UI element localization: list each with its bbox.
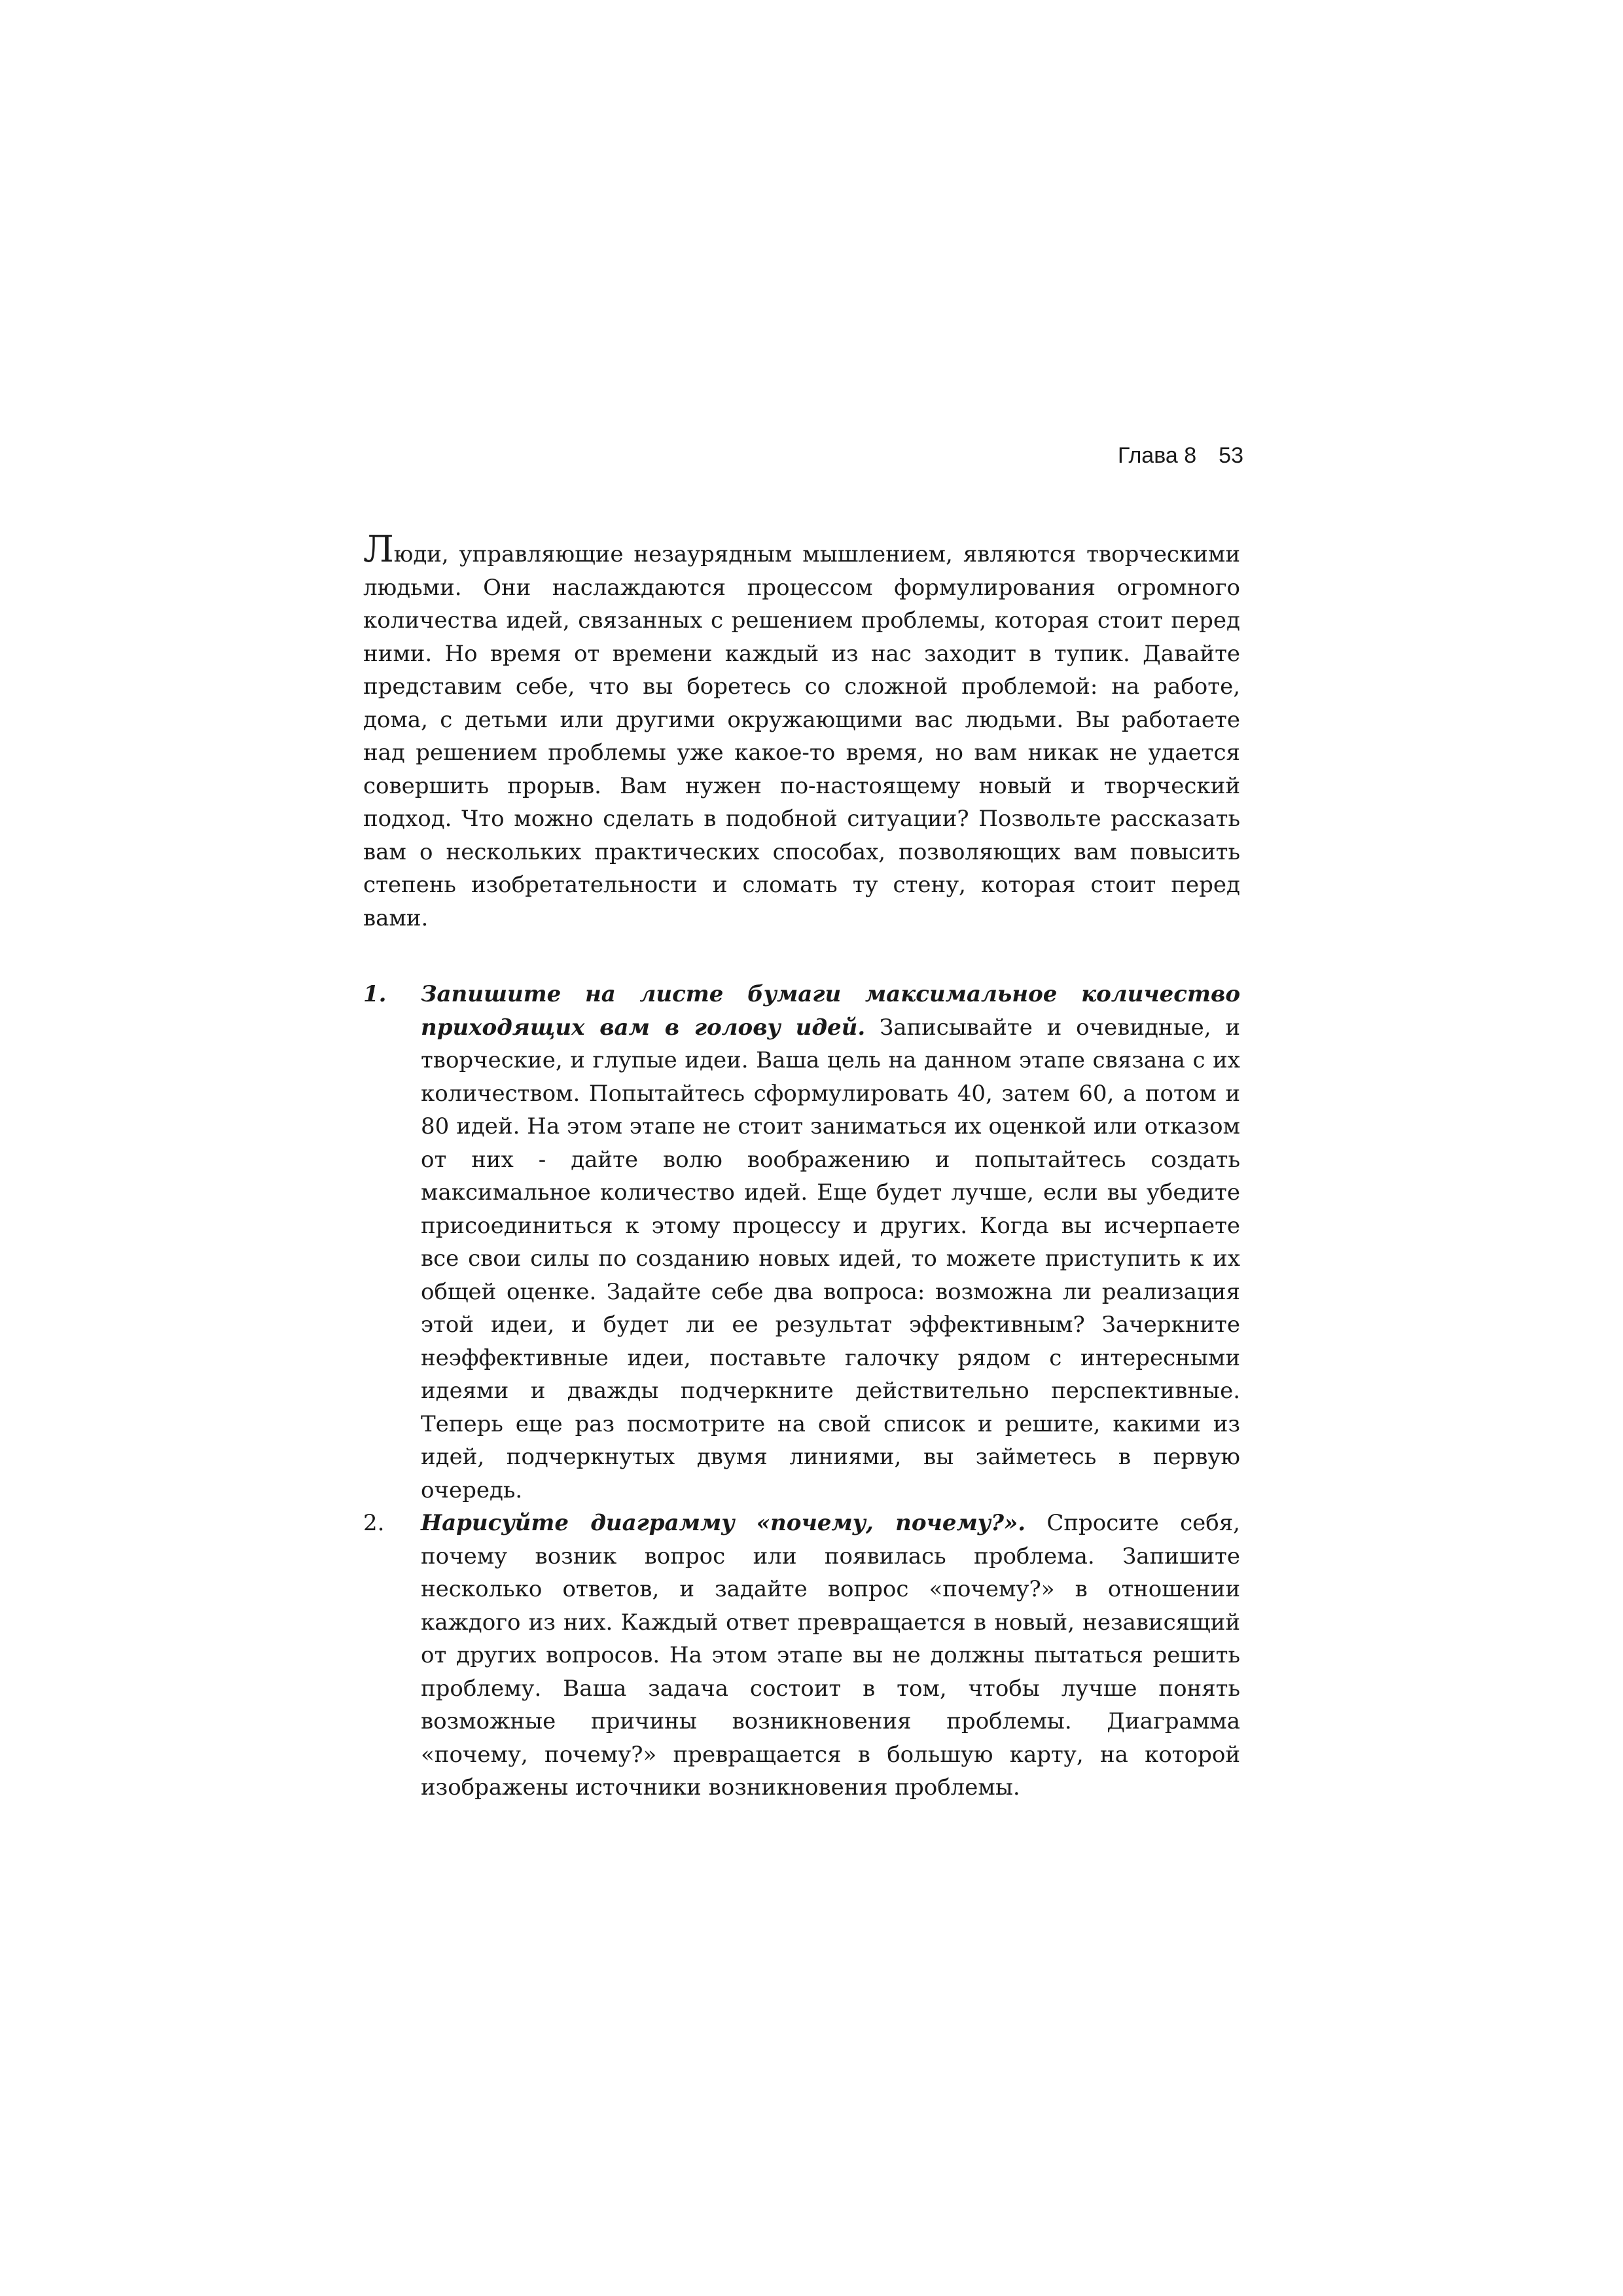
drop-cap: Л (363, 528, 394, 571)
running-header (982, 442, 1243, 469)
list-item-text: Спросите себя, почему возник вопрос или появилась проблема. Запишите несколько ответов, и задайте вопрос «почему?» в отношении каждого из них. Каждый ответ превращается в новый, независящий от других вопросов. На этом этапе вы не должны пытаться решить проблему. Ваша задача состоит в том, чтобы лучше понять возможные причины возникновения проблемы. Диаграмма «почему, почему?» превращается в большую карту, на которой изображены источники возникновения проблемы. (421, 1510, 1240, 1801)
list-item-text: Записывайте и очевидные, и творческие, и глупые идеи. Ваша цель на данном этапе связана с их количеством. Попытайтесь сформулировать 40, затем 60, а потом и 80 идей. На этом этапе не стоит заниматься их оценкой или отказом от них - дайте волю воображению и попытайтесь создать максимальное количество идей. Еще будет лучше, если вы убедите присоединиться к этому процессу и других. Когда вы исчерпаете все свои силы по созданию новых идей, то можете приступить к их общей оценке. Задайте себе два вопроса: возможна ли реализация этой идеи, и будет ли ее результат эффективным? Зачеркните неэффективные идеи, поставьте галочку рядом с интересными идеями и дважды подчеркните действительно перспективные. Теперь еще раз посмотрите на свой список и решите, какими из идей, подчеркнутых двумя линиями, вы займетесь в первую очередь. (421, 1014, 1240, 1503)
tips-list (363, 978, 1240, 1804)
page-number: 53 (1219, 443, 1243, 468)
list-item-lead: Нарисуйте диаграмму «почему, почему?». (421, 1510, 1026, 1536)
list-item-number: 1. (363, 981, 387, 1007)
list-item (363, 978, 1240, 1507)
intro-paragraph (363, 528, 1240, 935)
intro-text: юди, управляющие незаурядным мышлением, являются творческими людьми. Они наслаждаются процессом формулирования огромного количества идей, связанных с решением проблемы, которая стоит перед ними. Но время от времени каждый из нас заходит в тупик. Давайте представим себе, что вы боретесь со сложной проблемой: на работе, дома, с детьми или другими окружающими вас людьми. Вы работаете над решением проблемы уже какое-то время, но вам никак не удается совершить прорыв. Вам нужен по-настоящему новый и творческий подход. Что можно сделать в подобной ситуации? Позвольте рассказать вам о нескольких практических способах, позволяющих вам повысить степень изобретательности и сломать ту стену, которая стоит перед вами. (363, 541, 1240, 931)
page-body (363, 528, 1240, 1804)
list-item-lead: Запишите на листе бумаги максимальное количество приходящих вам в голову идей. (421, 981, 1240, 1041)
chapter-label: Глава 8 (1117, 443, 1197, 468)
list-item-number: 2. (363, 1510, 385, 1536)
list-item (363, 1507, 1240, 1804)
